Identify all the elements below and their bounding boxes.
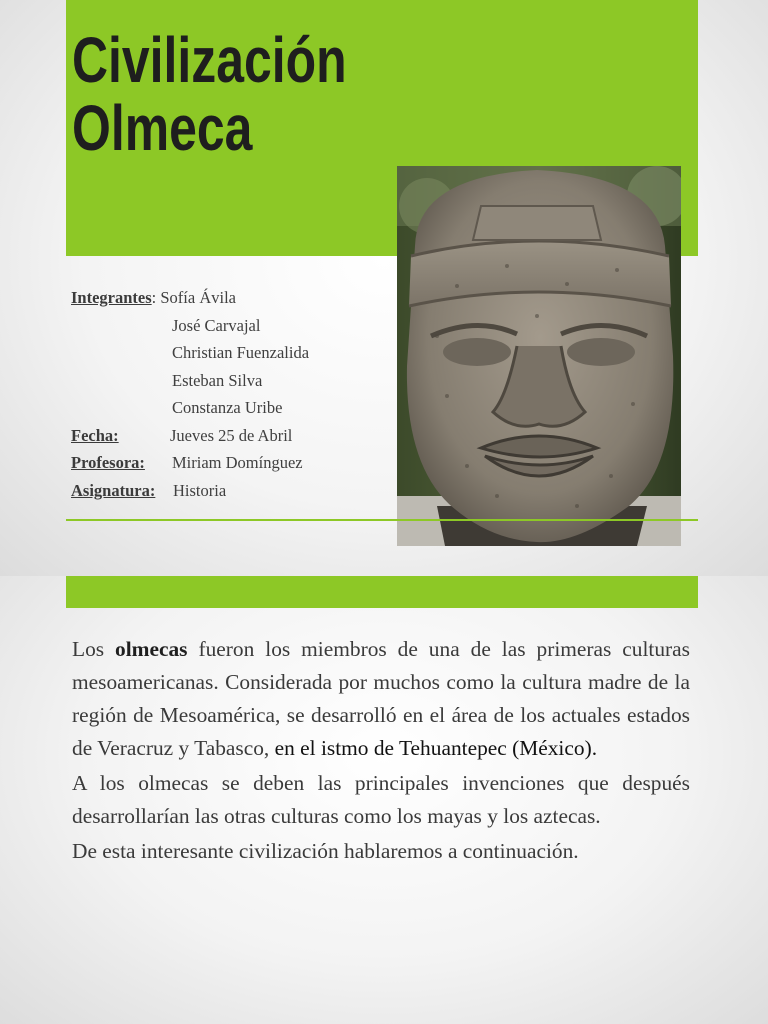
paragraph-3: De esta interesante civilización hablaremos a continuación.: [72, 839, 579, 863]
member-row: [172, 398, 282, 418]
member-name: Christian Fuenzalida: [172, 343, 310, 362]
olmec-head-photo: [397, 166, 681, 546]
body-text: [72, 633, 690, 870]
integrantes-row: Integrantes: Sofía Ávila: [71, 288, 236, 307]
profesora-value: Miriam Domínguez: [172, 453, 303, 472]
paragraph-1: Los olmecas fueron los miembros de una de las primeras culturas mesoamericanas. Considerada por muchos como la cultura madre de la región de Mesoamérica, se desarrolló en el área de los actuales estados de Veracruz y Tabasco, en el istmo de Tehuantepec (México).: [72, 637, 691, 760]
member-name: Esteban Silva: [172, 371, 263, 390]
member-row: [172, 343, 309, 363]
title-line-2: Olmeca: [72, 92, 253, 164]
member-name: Constanza Uribe: [172, 398, 283, 417]
header-bar: [66, 576, 698, 608]
divider-line: [66, 519, 698, 521]
title-line-1: Civilización: [72, 24, 347, 96]
asignatura-label: Asignatura:: [71, 481, 156, 500]
member-row: [172, 371, 262, 391]
fecha-label: Fecha:: [71, 426, 119, 445]
member-row: [172, 316, 260, 336]
member-name: Sofía Ávila: [160, 288, 236, 307]
member-name: José Carvajal: [172, 316, 261, 335]
integrantes-label: Integrantes: [71, 288, 152, 307]
profesora-row: [71, 453, 391, 473]
fecha-row: [71, 426, 391, 446]
asignatura-value: Historia: [173, 481, 227, 500]
asignatura-row: [71, 481, 391, 501]
profesora-label: Profesora:: [71, 453, 145, 472]
paragraph-2: A los olmecas se deben las principales invenciones que después desarrollarían las otras culturas como los mayas y los aztecas.: [72, 771, 690, 828]
fecha-value: Jueves 25 de Abril: [170, 426, 293, 445]
content-slide: [0, 576, 768, 1024]
location-text: en el istmo de Tehuantepec (México).: [274, 736, 598, 760]
page-title: [72, 26, 347, 162]
bold-term: olmecas: [115, 637, 188, 661]
